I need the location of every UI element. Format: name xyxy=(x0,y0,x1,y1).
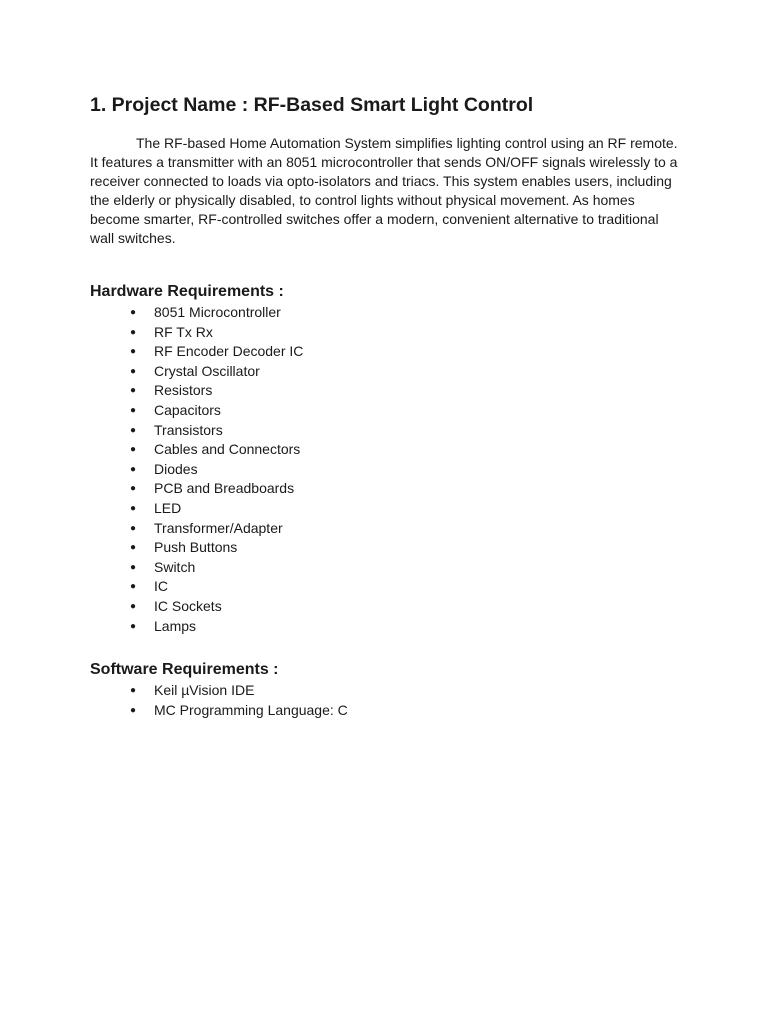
software-item-label: MC Programming Language: C xyxy=(154,701,348,718)
software-item-label: Keil µVision IDE xyxy=(154,682,255,698)
hardware-item-label: Transistors xyxy=(154,421,223,438)
bullet-icon: ● xyxy=(130,542,137,554)
hardware-item-label: Crystal Oscillator xyxy=(154,362,260,379)
hardware-item-label: PCB and Breadboards xyxy=(154,480,295,497)
bullet-icon: ● xyxy=(130,600,137,612)
hardware-item-label: Switch xyxy=(154,558,196,575)
hardware-item-label: RF Encoder Decoder IC xyxy=(154,343,304,360)
hardware-item-label: Push Buttons xyxy=(154,539,238,556)
bullet-icon: ● xyxy=(130,385,137,397)
hardware-requirements-heading: Hardware Requirements : xyxy=(90,283,284,300)
hardware-item-label: Resistors xyxy=(154,382,213,399)
bullet-icon: ● xyxy=(130,307,137,318)
hardware-item-label: IC xyxy=(154,578,168,595)
hardware-item-label: Capacitors xyxy=(154,401,221,418)
bullet-icon: ● xyxy=(130,502,137,514)
bullet-icon: ● xyxy=(130,346,137,358)
hardware-item-label: Lamps xyxy=(154,617,197,634)
bullet-icon: ● xyxy=(130,685,137,696)
bullet-icon: ● xyxy=(130,444,137,456)
hardware-item-label: Cables and Connectors xyxy=(154,441,301,458)
bullet-icon: ● xyxy=(130,424,137,436)
software-requirements-heading: Software Requirements : xyxy=(90,661,279,678)
hardware-item-label: Transformer/Adapter xyxy=(154,519,283,536)
hardware-item-label: LED xyxy=(154,499,182,516)
bullet-icon: ● xyxy=(130,704,137,716)
bullet-icon: ● xyxy=(130,483,137,495)
bullet-icon: ● xyxy=(130,581,137,593)
bullet-icon: ● xyxy=(130,365,137,377)
bullet-icon: ● xyxy=(130,522,137,534)
bullet-icon: ● xyxy=(130,326,137,338)
project-title: 1. Project Name : RF-Based Smart Light Control xyxy=(90,94,534,116)
bullet-icon: ● xyxy=(130,561,137,573)
hardware-item-label: 8051 Microcontroller xyxy=(154,304,281,320)
bullet-icon: ● xyxy=(130,404,137,416)
hardware-item-label: IC Sockets xyxy=(154,597,222,614)
project-description: The RF-based Home Automation System simplifies lighting control using an RF remote. It features a transmitter with an 8051 microcontroller that sends ON/OFF signals wirelessly to a receiver connected to loads via opto-isolators and triacs. This system enables users, including the elderly or physically disabled, to control lights without physical movement. As homes become smarter, RF-controlled switches offer a modern, convenient alternative to traditional wall switches. xyxy=(90,135,678,246)
bullet-icon: ● xyxy=(130,620,137,632)
hardware-item-label: Diodes xyxy=(154,460,198,477)
bullet-icon: ● xyxy=(130,463,137,475)
hardware-item-label: RF Tx Rx xyxy=(154,323,213,340)
